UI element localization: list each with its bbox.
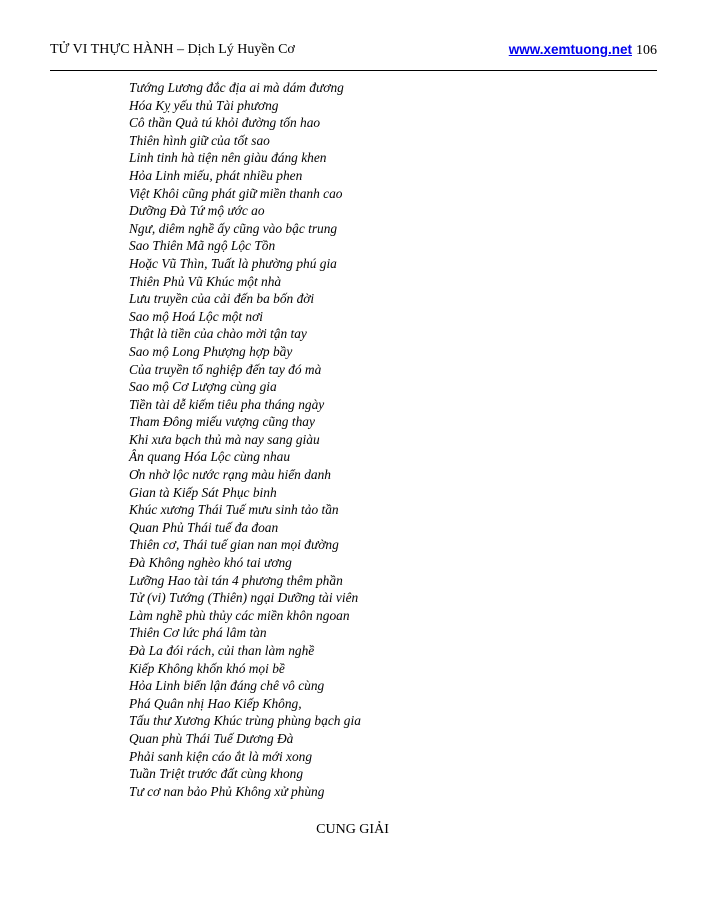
- poem-line: Việt Khôi cũng phát giữ miền thanh cao: [129, 185, 343, 201]
- poem-line: Kiếp Không khốn khó mọi bề: [129, 660, 285, 676]
- section-heading: CUNG GIẢI: [316, 822, 389, 837]
- poem-line: Gian tà Kiếp Sát Phục binh: [129, 484, 277, 500]
- poem-line: Quan phù Thái Tuế Dương Đà: [129, 730, 294, 746]
- poem-line: Tử (vi) Tướng (Thiên) ngại Dưỡng tài viên: [129, 590, 359, 606]
- poem-line: Ân quang Hóa Lộc cùng nhau: [129, 449, 291, 465]
- poem-line: Thiên Cơ lức phá lâm tàn: [129, 625, 267, 641]
- poem-line: Tham Đông miếu vượng cũng thay: [129, 414, 315, 430]
- poem-line: Thiên Phủ Vũ Khúc một nhà: [129, 273, 282, 289]
- poem-line: Thiên hình giữ của tốt sao: [129, 132, 270, 148]
- poem-line: Thiên cơ, Thái tuế gian nan mọi đường: [129, 537, 339, 553]
- poem-line: Khi xưa bạch thủ mà nay sang giàu: [129, 431, 320, 447]
- poem-line: Hoặc Vũ Thìn, Tuất là phường phú gia: [129, 255, 337, 271]
- poem-line: Dưỡng Đà Tứ mộ ước ao: [129, 203, 265, 219]
- poem-line: Ơn nhờ lộc nước rạng màu hiển danh: [129, 467, 331, 483]
- poem-line: Đà La đói rách, củi than làm nghề: [129, 643, 315, 658]
- poem-line: Làm nghề phù thủy các miền khôn ngoan: [129, 607, 350, 623]
- poem-line: Phá Quân nhị Hao Kiếp Không,: [129, 695, 302, 711]
- poem-line: Đà Không nghèo khó tai ương: [129, 555, 292, 571]
- poem-line: Hỏa Linh miếu, phát nhiều phen: [129, 167, 303, 183]
- poem-line: Lưu truyền của cải đến ba bốn đời: [129, 291, 315, 307]
- poem-line: Hóa Kỵ yếu thủ Tài phương: [129, 97, 279, 113]
- page-header: [50, 42, 657, 62]
- poem-line: Linh tinh hà tiện nên giàu đáng khen: [129, 150, 327, 166]
- poem-line: Quan Phủ Thái tuế đa đoan: [129, 519, 279, 535]
- header-right-group: [509, 42, 657, 59]
- poem-line: Cô thần Quả tú khỏi đường tốn hao: [129, 115, 321, 131]
- poem-verses: [129, 79, 361, 800]
- header-divider: [50, 70, 657, 71]
- poem-line: Lưỡng Hao tài tán 4 phương thêm phần: [129, 572, 343, 588]
- poem-line: Tư cơ nan bảo Phủ Không xử phùng: [129, 783, 325, 799]
- poem-line: Sao Thiên Mã ngộ Lộc Tồn: [129, 238, 276, 254]
- document-title: TỬ VI THỰC HÀNH – Dịch Lý Huyền Cơ: [50, 42, 295, 57]
- poem-line: Tuần Triệt trước đất cùng khong: [129, 766, 304, 782]
- poem-line: Của truyền tổ nghiệp đến tay đó mà: [129, 361, 322, 377]
- poem-line: Khúc xương Thái Tuế mưu sinh tảo tần: [129, 502, 339, 518]
- poem-line: Sao mộ Cơ Lượng cùng gia: [129, 379, 277, 395]
- poem-line: Phải sanh kiện cáo ắt là mới xong: [129, 748, 313, 764]
- page-number: 106: [636, 43, 657, 58]
- poem-line: Thật là tiền của chào mời tận tay: [129, 326, 307, 342]
- poem-line: Hỏa Linh biển lận đáng chê vô cùng: [129, 678, 325, 694]
- poem-line: Sao mộ Hoá Lộc một nơi: [129, 308, 263, 324]
- poem-line: Tiền tài dễ kiếm tiêu pha tháng ngày: [129, 396, 325, 412]
- poem-line: Tấu thư Xương Khúc trùng phùng bạch gia: [129, 713, 361, 729]
- website-link[interactable]: www.xemtuong.net: [508, 42, 632, 57]
- poem-line: Tướng Lương đắc địa ai mà dám đương: [129, 80, 344, 95]
- poem-line: Sao mộ Long Phượng hợp bầy: [129, 343, 293, 359]
- poem-line: Ngư, diêm nghề ấy cũng vào bậc trung: [129, 220, 338, 236]
